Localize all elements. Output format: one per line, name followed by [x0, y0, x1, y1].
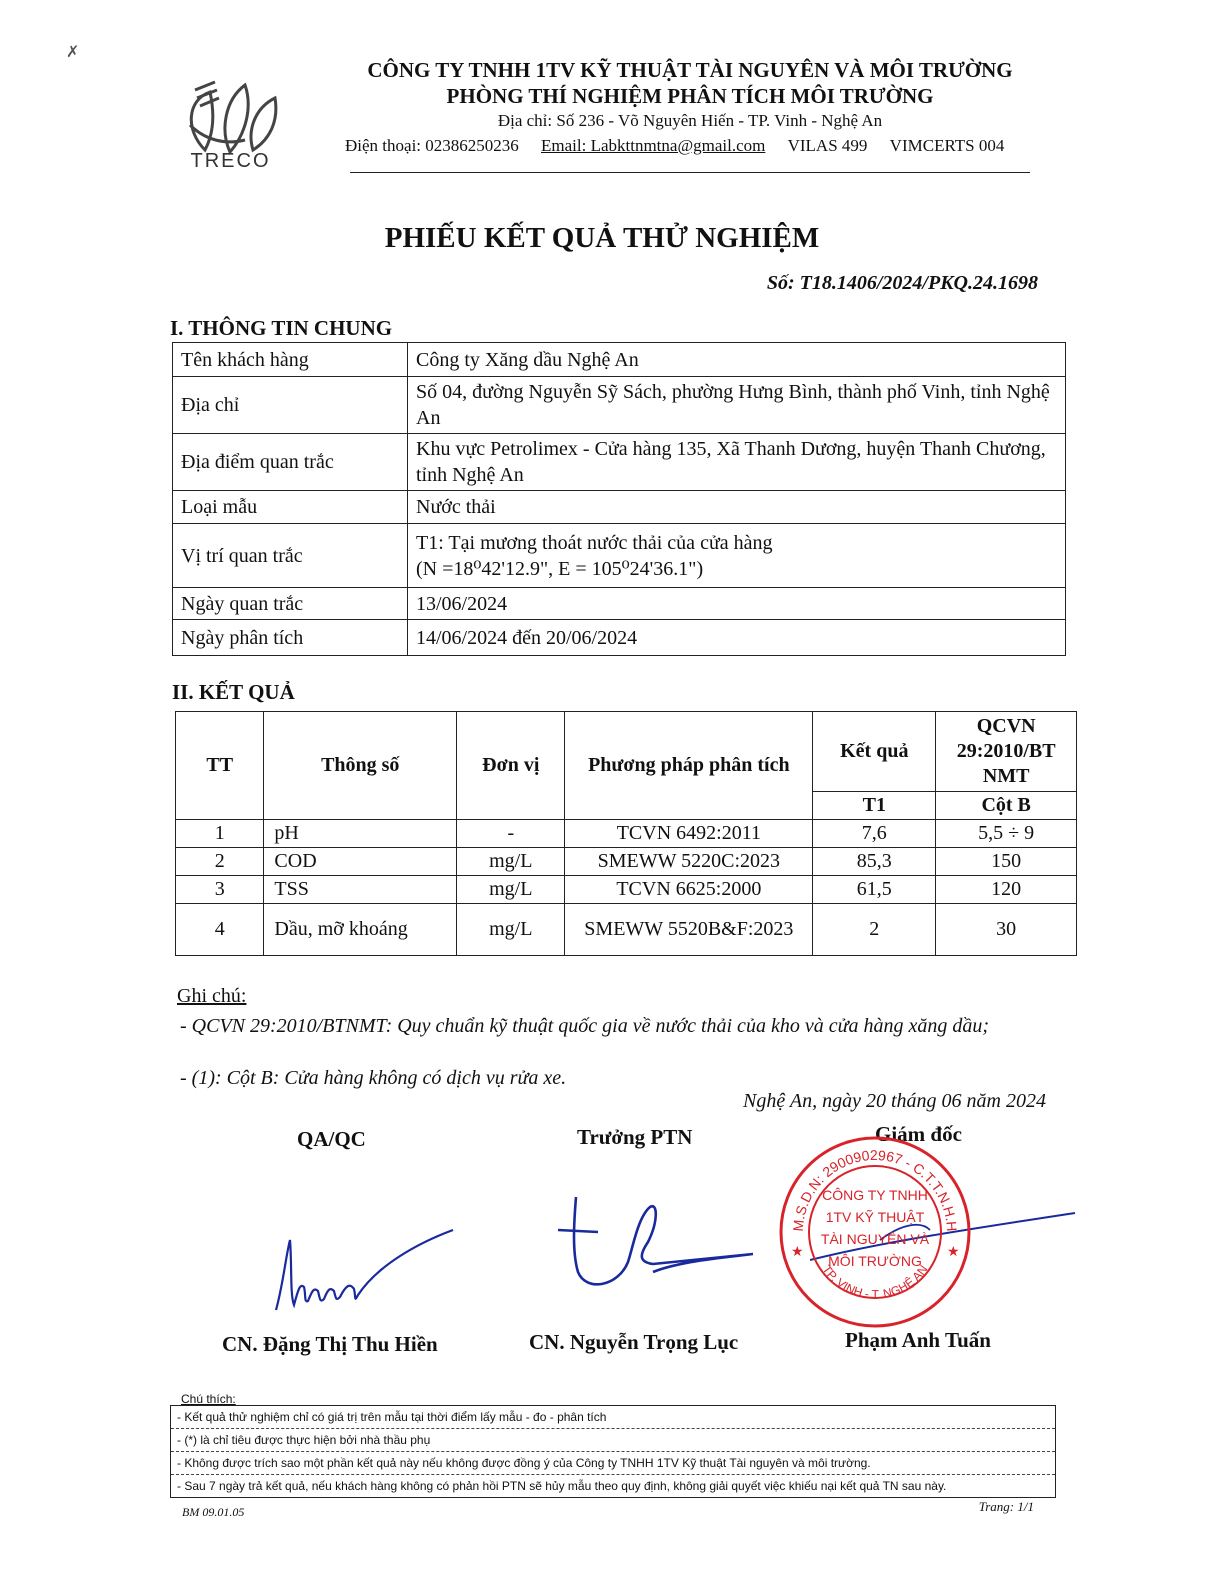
cell-unit: - — [457, 820, 565, 848]
footer-line: - Kết quả thử nghiệm chỉ có giá trị trên mẫu tại thời điểm lấy mẫu - đo - phân tích — [171, 1406, 1055, 1429]
cell-tt: 1 — [176, 820, 264, 848]
cell-unit: mg/L — [457, 876, 565, 904]
signature-lab-head-icon — [558, 1192, 773, 1307]
seal-outer-text: M.S.D.N: 2900902967 - C.T.T.N.H.H — [789, 1146, 961, 1232]
document-title: PHIẾU KẾT QUẢ THỬ NGHIỆM — [384, 222, 820, 254]
seal-star-right-icon: ★ — [947, 1245, 960, 1260]
info-value: 13/06/2024 — [408, 588, 1066, 620]
name-lab-head: CN. Nguyễn Trọng Lục — [529, 1330, 739, 1354]
section-results-title: II. KẾT QUẢ — [172, 680, 295, 704]
info-row — [173, 343, 1066, 377]
notes-title: Ghi chú: — [177, 985, 247, 1007]
margin-mark: ✗ — [66, 42, 80, 61]
seal-star-left-icon: ★ — [791, 1245, 804, 1260]
col-method: Phương pháp phân tích — [565, 712, 813, 820]
cell-param: TSS — [264, 876, 457, 904]
results-header-row — [176, 712, 1077, 792]
monitoring-coordinates: (N =18⁰42'12.9", E = 105⁰24'36.1") — [416, 557, 704, 580]
info-label: Ngày phân tích — [173, 620, 408, 656]
footer-notes-box — [170, 1405, 1056, 1498]
info-value: Số 04, đường Nguyễn Sỹ Sách, phường Hưng Bình, thành phố Vinh, tỉnh Nghệ An — [408, 377, 1066, 434]
info-row — [173, 620, 1066, 656]
info-row — [173, 377, 1066, 434]
seal-bottom-text: TP. VINH - T. NGHỆ AN — [819, 1262, 931, 1302]
seal-line-3: TÀI NGUYÊN VÀ — [820, 1231, 930, 1247]
footer-line: - Sau 7 ngày trả kết quả, nếu khách hàng không có phản hồi PTN sẽ hủy mẫu theo quy định, không giải quyết việc khiếu nại kết quả TN sau này. — [177, 1479, 947, 1493]
role-lab-head: Trưởng PTN — [577, 1125, 693, 1149]
monitoring-position: T1: Tại mương thoát nước thải của cửa hàng — [416, 531, 773, 554]
cell-method: TCVN 6625:2000 — [565, 876, 813, 904]
cell-method: SMEWW 5220C:2023 — [565, 848, 813, 876]
info-value: 14/06/2024 đến 20/06/2024 — [408, 620, 1066, 656]
company-name: CÔNG TY TNHH 1TV KỸ THUẬT TÀI NGUYÊN VÀ MÔI TRƯỜNG — [367, 58, 1013, 82]
vimcerts-code: VIMCERTS 004 — [889, 136, 1005, 155]
phone: Điện thoại: 02386250236 — [345, 136, 519, 155]
footer-title: Chú thích: — [181, 1392, 236, 1406]
cell-tt: 3 — [176, 876, 264, 904]
cell-param: Dầu, mỡ khoáng — [264, 904, 457, 956]
col-result: Kết quả — [813, 712, 936, 792]
general-info-table — [172, 342, 1066, 656]
cell-param: COD — [264, 848, 457, 876]
cell-limit: 5,5 ÷ 9 — [936, 820, 1077, 848]
results-table — [175, 711, 1077, 956]
cell-result: 7,6 — [813, 820, 936, 848]
seal-line-2: 1TV KỸ THUẬT — [825, 1209, 925, 1225]
cell-method: TCVN 6492:2011 — [565, 820, 813, 848]
note-column-b: - (1): Cột B: Cửa hàng không có dịch vụ rửa xe. — [180, 1067, 567, 1089]
col-param: Thông số — [264, 712, 457, 820]
page-number: Trang: 1/1 — [978, 1499, 1034, 1514]
col-result-sub: T1 — [813, 792, 936, 820]
col-standard-sub: Cột B — [936, 792, 1077, 820]
cell-param: pH — [264, 820, 457, 848]
vilas-code: VILAS 499 — [787, 136, 868, 155]
cell-method: SMEWW 5520B&F:2023 — [565, 904, 813, 956]
form-code: BM 09.01.05 — [182, 1505, 245, 1519]
info-label: Vị trí quan trắc — [173, 524, 408, 588]
cell-limit: 120 — [936, 876, 1077, 904]
lab-name: PHÒNG THÍ NGHIỆM PHÂN TÍCH MÔI TRƯỜNG — [446, 84, 934, 108]
info-label: Tên khách hàng — [173, 343, 408, 377]
cell-tt: 4 — [176, 904, 264, 956]
table-row — [176, 820, 1077, 848]
info-value: Nước thải — [408, 491, 1066, 524]
info-label: Ngày quan trắc — [173, 588, 408, 620]
info-row — [173, 434, 1066, 491]
name-qa-qc: CN. Đặng Thị Thu Hiền — [222, 1332, 438, 1356]
table-row — [176, 904, 1077, 956]
cell-tt: 2 — [176, 848, 264, 876]
cell-unit: mg/L — [457, 848, 565, 876]
contact-line — [345, 136, 1004, 156]
role-director: Giám đốc — [875, 1122, 962, 1146]
col-standard: QCVN 29:2010/BT NMT — [936, 712, 1077, 792]
note-qcvn: - QCVN 29:2010/BTNMT: Quy chuẩn kỹ thuật quốc gia về nước thải của kho và cửa hàng xăng dầu; — [180, 1015, 990, 1037]
name-director: Phạm Anh Tuấn — [845, 1328, 991, 1352]
signature-qa-icon — [268, 1225, 458, 1320]
cell-result: 85,3 — [813, 848, 936, 876]
info-value — [408, 524, 1066, 588]
table-row — [176, 876, 1077, 904]
role-qa-qc: QA/QC — [297, 1127, 366, 1151]
table-row — [176, 848, 1077, 876]
col-tt: TT — [176, 712, 264, 820]
seal-line-4: MÔI TRƯỜNG — [828, 1253, 922, 1269]
cell-limit: 150 — [936, 848, 1077, 876]
cell-result: 2 — [813, 904, 936, 956]
seal-line-1: CÔNG TY TNHH — [822, 1187, 928, 1203]
logo-text: TRECO — [190, 150, 271, 172]
info-row — [173, 491, 1066, 524]
info-value: Công ty Xăng dầu Nghệ An — [408, 343, 1066, 377]
document-number: Số: T18.1406/2024/PKQ.24.1698 — [766, 272, 1038, 294]
header-divider — [350, 172, 1030, 173]
info-row — [173, 524, 1066, 588]
cell-result: 61,5 — [813, 876, 936, 904]
company-seal-icon — [775, 1132, 975, 1332]
cell-limit: 30 — [936, 904, 1077, 956]
info-row — [173, 588, 1066, 620]
section-general-info-title: I. THÔNG TIN CHUNG — [170, 316, 393, 340]
place-date: Nghệ An, ngày 20 tháng 06 năm 2024 — [743, 1090, 1046, 1112]
email-link[interactable]: Email: Labkttnmtna@gmail.com — [541, 136, 766, 155]
footer-line: - Không được trích sao một phần kết quả này nếu không được đồng ý của Công ty TNHH 1TV Kỹ thuật Tài nguyên và môi trường. — [171, 1452, 1055, 1475]
info-value: Khu vực Petrolimex - Cửa hàng 135, Xã Thanh Dương, huyện Thanh Chương, tỉnh Nghệ An — [408, 434, 1066, 491]
lab-address: Địa chỉ: Số 236 - Võ Nguyên Hiến - TP. Vinh - Nghệ An — [497, 111, 883, 130]
col-unit: Đơn vị — [457, 712, 565, 820]
footer-line: - (*) là chỉ tiêu được thực hiện bởi nhà thầu phụ — [171, 1429, 1055, 1452]
info-label: Địa chỉ — [173, 377, 408, 434]
cell-unit: mg/L — [457, 904, 565, 956]
info-label: Địa điểm quan trắc — [173, 434, 408, 491]
info-label: Loại mẫu — [173, 491, 408, 524]
